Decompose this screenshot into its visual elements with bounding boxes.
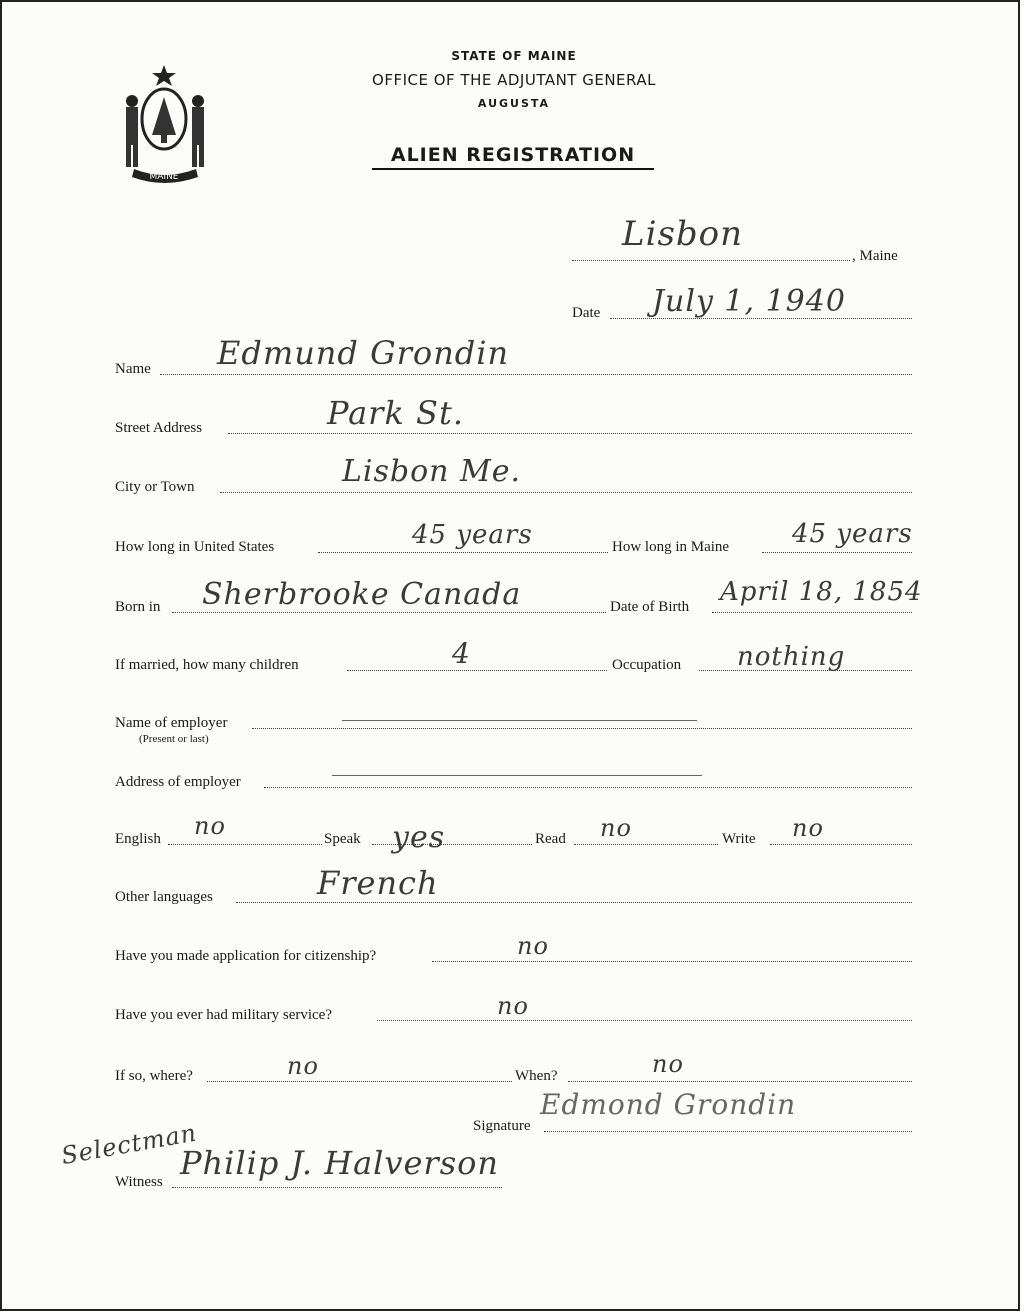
date-value: July 1, 1940 xyxy=(652,284,846,319)
read-label: Read xyxy=(535,831,566,847)
read-line xyxy=(574,844,718,845)
when-value: no xyxy=(652,1050,684,1078)
name-value: Edmund Grondin xyxy=(217,334,510,372)
military-value: no xyxy=(497,992,529,1020)
name-label: Name xyxy=(115,361,151,377)
english-value: no xyxy=(194,812,226,840)
date-of-birth-line xyxy=(712,612,912,613)
when-label: When? xyxy=(515,1068,558,1084)
military-label: Have you ever had military service? xyxy=(115,1007,332,1023)
born-in-line xyxy=(172,612,606,613)
signature-line xyxy=(544,1131,912,1132)
header-office: OFFICE OF THE ADJUTANT GENERAL xyxy=(372,71,656,89)
header-city: AUGUSTA xyxy=(477,97,551,110)
witness-line xyxy=(172,1187,502,1188)
write-line xyxy=(770,844,912,845)
other-languages-line xyxy=(236,902,912,903)
english-label: English xyxy=(115,831,161,847)
witness-title: Selectman xyxy=(59,1118,200,1170)
speak-label: Speak xyxy=(324,831,361,847)
born-in-label: Born in xyxy=(115,599,161,615)
how-long-us-line xyxy=(318,552,608,553)
witness-label: Witness xyxy=(115,1174,163,1190)
signature-value: Edmond Grondin xyxy=(540,1088,797,1121)
date-of-birth-value: April 18, 1854 xyxy=(720,577,923,607)
how-long-maine-value: 45 years xyxy=(792,519,913,549)
form-title: ALIEN REGISTRATION xyxy=(372,144,654,170)
children-value: 4 xyxy=(452,637,471,670)
signature-label: Signature xyxy=(473,1118,531,1134)
street-address-value: Park St. xyxy=(327,394,464,432)
employer-address-line xyxy=(264,787,912,788)
employer-name-dash xyxy=(342,720,697,721)
name-line xyxy=(160,374,912,375)
header-state: STATE OF MAINE xyxy=(451,49,577,63)
speak-value: yes xyxy=(392,820,446,855)
town-line xyxy=(572,260,850,261)
occupation-value: nothing xyxy=(737,642,846,672)
maine-suffix: , Maine xyxy=(852,248,898,264)
how-long-maine-line xyxy=(762,552,912,553)
occupation-label: Occupation xyxy=(612,657,682,673)
other-languages-label: Other languages xyxy=(115,889,213,905)
date-of-birth-label: Date of Birth xyxy=(610,599,690,615)
city-label: City or Town xyxy=(115,479,195,495)
children-label: If married, how many children xyxy=(115,657,299,673)
where-value: no xyxy=(287,1052,319,1080)
employer-name-line xyxy=(252,728,912,729)
street-address-line xyxy=(228,433,912,434)
citizenship-line xyxy=(432,961,912,962)
how-long-us-value: 45 years xyxy=(412,520,533,550)
how-long-maine-label: How long in Maine xyxy=(612,539,730,555)
city-line xyxy=(220,492,912,493)
witness-value: Philip J. Halverson xyxy=(180,1144,500,1182)
when-line xyxy=(568,1081,912,1082)
town-value: Lisbon xyxy=(622,214,744,254)
write-label: Write xyxy=(722,831,756,847)
employer-address-dash xyxy=(332,775,702,776)
citizenship-value: no xyxy=(517,932,549,960)
employer-note: (Present or last) xyxy=(139,733,209,745)
street-address-label: Street Address xyxy=(115,420,203,436)
employer-address-label: Address of employer xyxy=(115,774,241,790)
how-long-us-label: How long in United States xyxy=(115,539,275,555)
read-value: no xyxy=(600,814,632,842)
citizenship-label: Have you made application for citizenship? xyxy=(115,948,377,964)
where-label: If so, where? xyxy=(115,1068,193,1084)
date-label: Date xyxy=(572,305,601,321)
where-line xyxy=(207,1081,512,1082)
born-in-value: Sherbrooke Canada xyxy=(202,577,522,612)
write-value: no xyxy=(792,814,824,842)
svg-text:MAINE: MAINE xyxy=(149,172,179,182)
military-line xyxy=(377,1020,912,1021)
city-value: Lisbon Me. xyxy=(342,454,522,489)
english-line xyxy=(168,844,322,845)
children-line xyxy=(347,670,607,671)
employer-name-label: Name of employer xyxy=(115,715,228,731)
other-languages-value: French xyxy=(317,864,439,902)
